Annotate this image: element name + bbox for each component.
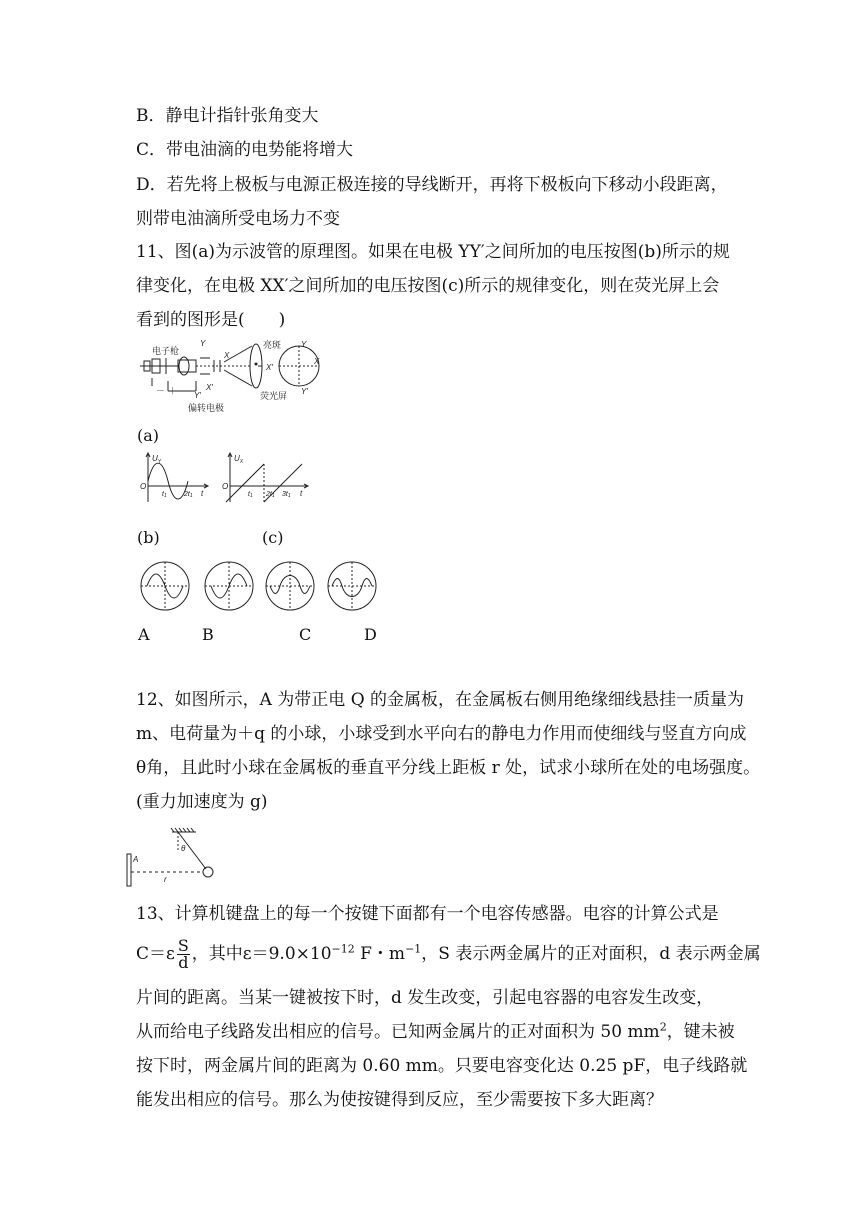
ux-tick-2t1: 2t1 <box>266 491 275 499</box>
q13-text-line1: 13、计算机键盘上的每一个按键下面都有一个电容传感器。电容的计算公式是 <box>136 904 719 924</box>
area-exponent: 2 <box>659 1020 667 1034</box>
caption-fig-b: (b) <box>137 528 160 547</box>
q11-text-line1: 11、图(a)为示波管的原理图。如果在电极 YY′之间所加的电压按图(b)所示的规 <box>136 242 730 262</box>
q10-option-c: C．带电油滴的电势能将增大 <box>136 140 354 160</box>
uy-tick-2t1: 2t1 <box>184 491 193 499</box>
uy-origin-label: O <box>140 482 147 491</box>
oscilloscope-diagram <box>138 336 328 416</box>
label-theta: θ <box>181 844 186 853</box>
screen-label-yprime: Y′ <box>301 387 308 396</box>
graph-ux-sawtooth <box>220 450 314 506</box>
caption-fig-c: (c) <box>262 528 284 547</box>
option-label-b: B <box>202 625 214 644</box>
option-label-d: D <box>364 625 377 644</box>
option-label-a: A <box>138 625 150 644</box>
label-electron-gun: 电子枪 <box>152 346 180 356</box>
screen-label-xprime: X′ <box>266 363 273 372</box>
uy-x-axis-label: t <box>201 489 204 498</box>
label-y-electrode: Y <box>200 339 206 348</box>
label-yprime-electrode: Y′ <box>194 391 201 400</box>
q11-text-line3: 看到的图形是( ) <box>136 310 286 330</box>
ux-origin-label: O <box>222 482 229 491</box>
ux-axis-label: $U_X$ <box>234 454 244 465</box>
label-plus: ＋ <box>168 386 178 396</box>
ux-x-axis-label: t <box>300 489 303 498</box>
capacitance-formula-prefix: C＝ε <box>136 944 175 964</box>
screen-label-x: X <box>314 357 320 366</box>
q12-text-line1: 12、如图所示，A 为带正电 Q 的金属板，在金属板右侧用绝缘细线悬挂一质量为 <box>136 690 745 710</box>
q10-option-d-line1: D．若先将上极板与电源正极连接的导线断开，再将下极板向下移动小段距离， <box>136 175 728 195</box>
option-a-screen <box>139 560 191 612</box>
q13-text-line6: 能发出相应的信号。那么为使按键得到反应，至少需要按下多大距离？ <box>136 1090 663 1110</box>
q12-text-line2: m、电荷量为＋q 的小球，小球受到水平向右的静电力作用而使细线与竖直方向成 <box>136 724 747 744</box>
epsilon-exponent: −12 <box>331 942 355 956</box>
caption-fig-a: (a) <box>137 426 160 445</box>
epsilon-unit: F・m <box>354 944 406 964</box>
label-bright-spot: 亮斑 <box>263 340 282 350</box>
formula-numerator: S <box>177 936 189 955</box>
q11-text-line2: 律变化，在电极 XX′之间所加的电压按图(c)所示的规律变化，则在荧光屏上会 <box>136 276 720 296</box>
epsilon-value: ，其中ε＝9.0×10 <box>191 944 332 964</box>
q13-text-line3: 片间的距离。当某一键被按下时，d 发生改变，引起电容器的电容发生改变， <box>136 988 714 1008</box>
ux-tick-3t1: 3t1 <box>282 491 291 499</box>
formula-denominator: d <box>178 953 189 972</box>
q13-text-line4 <box>136 1021 735 1043</box>
option-label-c: C <box>299 625 312 644</box>
q13-text-line2 <box>136 934 761 974</box>
graph-uy-sine <box>138 450 218 506</box>
option-c-screen <box>264 560 316 612</box>
label-plate-a: A <box>133 855 139 864</box>
label-minus: － <box>156 386 166 396</box>
screen-label-y: Y <box>301 340 307 349</box>
uy-tick-t1: t1 <box>162 491 167 499</box>
label-deflection-plates: 偏转电极 <box>188 403 225 413</box>
capacitance-formula-fraction <box>177 938 190 971</box>
q12-text-line3: θ角，且此时小球在金属板的垂直平分线上距板 r 处，试求小球所在处的电场强度。 <box>136 758 761 778</box>
q10-option-b: B．静电计指针张角变大 <box>136 106 319 126</box>
ux-tick-t1: t1 <box>248 491 253 499</box>
q12-text-line4: (重力加速度为 g) <box>136 792 268 812</box>
unit-exponent: −1 <box>405 942 422 956</box>
option-b-screen <box>203 560 255 612</box>
area-statement: 从而给电子线路发出相应的信号。已知两金属片的正对面积为 50 mm <box>136 1022 660 1042</box>
q13-text-line5: 按下时，两金属片间的距离为 0.60 mm。只要电容变化达 0.25 pF，电子线路就 <box>136 1056 748 1076</box>
pendulum-diagram <box>124 826 220 888</box>
area-statement-rest: ，键未被 <box>666 1022 735 1042</box>
q10-option-d-line2: 则带电油滴所受电场力不变 <box>136 209 340 229</box>
label-xprime-electrode: X′ <box>206 383 213 392</box>
uy-axis-label: $U_Y$ <box>152 454 162 465</box>
label-screen: 荧光屏 <box>260 391 288 401</box>
label-distance-r: r <box>164 875 167 884</box>
q13-definitions: ，S 表示两金属片的正对面积，d 表示两金属 <box>421 944 761 964</box>
label-x-electrode: X <box>224 351 230 360</box>
option-d-screen <box>326 560 378 612</box>
